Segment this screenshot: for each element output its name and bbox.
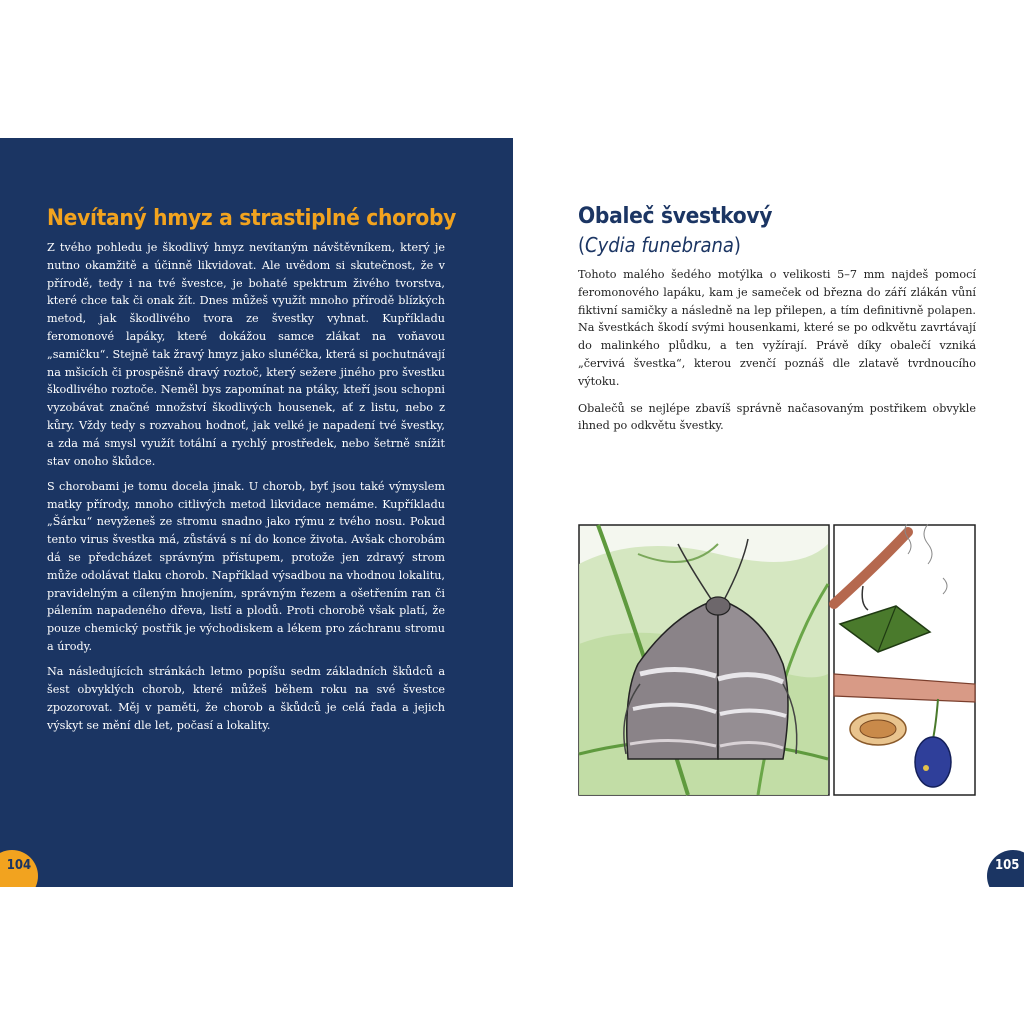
- left-paragraph-2: S chorobami je tomu docela jinak. U chorob, byť jsou také výmyslem matky přírody, mnoho citlivých metod likvidace nemáme. Kupříkladu „Šárku“ nevyženeš ze stromu snadno jako rýmu z tvého nosu. Pokud tento virus švestka má, zůstává s ní do konce života. Avšak chorobám dá se předcházet správným přístupem, protože jen zdravý strom může odolávat tlaku chorob. Například výsadbou na vhodnou lokalitu, pravidelným a cíleným hnojením, správným řezem a ošetřením ran či pálením napadeného dřeva, listí a plodů. Proti chorobě však platí, že pouze chemický postřik je východiskem a lékem pro záchranu stromu a úrody.: [47, 479, 445, 654]
- left-page-body: [47, 239, 445, 742]
- left-page-title: Nevítaný hmyz a strastiplné choroby: [47, 205, 457, 231]
- right-page-title: Obaleč švestkový: [578, 203, 773, 229]
- page-number-right-label: 105: [995, 858, 1020, 873]
- left-paragraph-3: Na následujících stránkách letmo popíšu sedm základních škůdců a šest obvyklých chorob, které můžeš během roku na své švestce zpozorovat. Měj v paměti, že chorob a škůdců je celá řada a jejich výskyt se mění dle let, počasí a lokality.: [47, 665, 445, 732]
- left-page-content: [0, 138, 513, 887]
- left-page: [0, 138, 513, 887]
- page-number-right: [987, 850, 1024, 887]
- right-page: [513, 138, 1024, 887]
- left-paragraph-1: Z tvého pohledu je škodlivý hmyz nevítaným návštěvníkem, který je nutno okamžitě a účinně likvidovat. Ale uvědom si skutečnost, že v přírodě, tedy i na tvé švestce, je bohaté spektrum živého tvorstva, které chce tak či onak žít. Dnes můžeš využít mnoho přírodě blízkých metod, jak škodlivého tvora ze švestky vyhnat. Kupříkladu feromonové lapáky, které dokážou samce zlákat na voňavou „samičku“. Stejně tak žravý hmyz jako slunéčka, která si pochutnávají na mšicích či prospěšně dravý roztoč, který sežere jiného pro švestku škodlivého roztoče. Neměl bys zapomínat na ptáky, kteří jsou schopni vyzobávat značné množství škodlivých housenek, ať z listu, nebo z kůry. Vždy tedy s rozvahou hodnoť, jak velké je napadení tvé švestky, a zda má smysl využít totální a rychlý prostředek, nebo šetrně snížit stav onoho škůdce.: [47, 241, 446, 468]
- latin-name: Cydia funebrana: [585, 233, 734, 257]
- page-number-left-label: 104: [6, 858, 32, 873]
- subtitle-close-paren: ): [733, 233, 741, 257]
- right-page-body: [578, 266, 976, 444]
- moth-on-leaf-panel: [579, 525, 829, 795]
- moth-head: [706, 597, 730, 615]
- subtitle-open-paren: (: [578, 233, 586, 257]
- illustration-svg: [578, 524, 976, 796]
- right-paragraph-2: Obalečů se nejlépe zbavíš správně načasovaným postřikem obvykle ihned po odkvětu švestky.: [578, 401, 976, 433]
- right-page-subtitle: [578, 232, 741, 258]
- trap-and-plum-panel: [834, 524, 975, 795]
- book-spread: [0, 138, 1024, 887]
- page-number-left: [0, 850, 38, 887]
- right-paragraph-1: Tohoto malého šedého motýlka o velikosti 5–7 mm najdeš pomocí feromonového lapáku, kam je sameček od března do září zlákán vůní fiktivní samičky a následně na lep přilepen, a tím definitivně polapen. Na švestkách škodí svými housenkami, které se po odkvětu zavrtávají do malinkého plůdku, a ten vyžírají. Právě díky obalečí vzniká „červivá švestka“, kterou zvenčí poznáš dle zlatavě tvrdnoucího výtoku.: [578, 268, 976, 388]
- wormy-plum: [915, 737, 951, 787]
- moth-illustration: [578, 524, 976, 796]
